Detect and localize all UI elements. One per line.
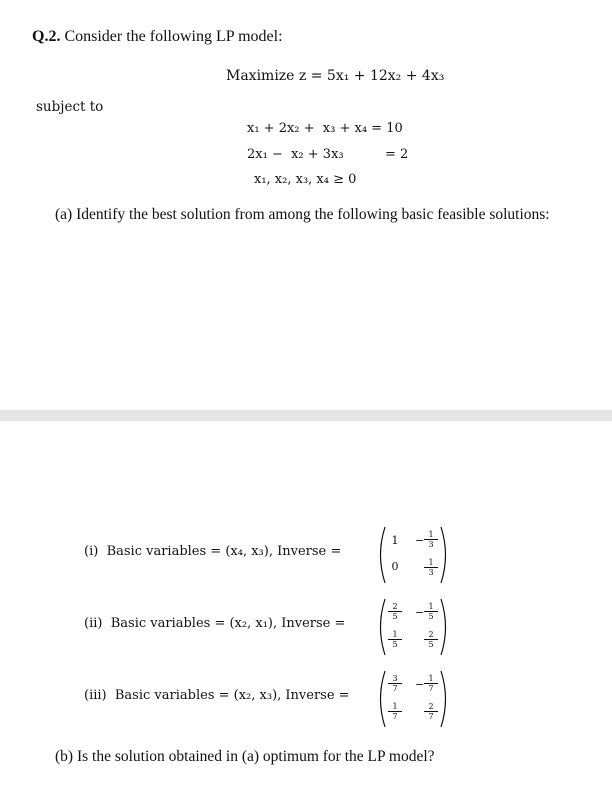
question-number: Q.2. <box>32 28 61 45</box>
minus-sign: − <box>415 606 425 619</box>
option-i-inverse-matrix <box>375 524 455 586</box>
matrix-cell: 1 <box>391 534 399 547</box>
matrix-cell-fraction: $\frac{1}{7}$ <box>424 674 438 693</box>
constraint-1: x₁ + 2x₂ + x₃ + x₄ = 10 <box>247 121 403 136</box>
matrix-cell-fraction: $\frac{1}{3}$ <box>424 530 438 549</box>
matrix-cell: 0 <box>391 560 399 573</box>
objective-function: Maximize z = 5x₁ + 12x₂ + 4x₃ <box>226 68 445 84</box>
constraint-2: 2x₁ − x₂ + 3x₃ = 2 <box>247 147 409 162</box>
part-b-prompt: (b) Is the solution obtained in (a) optimum for the LP model? <box>55 748 435 765</box>
nonnegativity-constraint: x₁, x₂, x₃, x₄ ≥ 0 <box>254 172 357 187</box>
question-heading <box>32 28 283 46</box>
option-i-label: (i) Basic variables = (x₄, x₃), Inverse = <box>84 544 342 559</box>
matrix-cell-fraction: $\frac{1}{5}$ <box>424 602 438 621</box>
section-divider <box>0 410 612 421</box>
matrix-cell-fraction: $\frac{2}{5}$ <box>388 602 402 621</box>
minus-sign: − <box>415 678 425 691</box>
part-a-prompt: (a) Identify the best solution from among the following basic feasible solutions: <box>55 206 550 223</box>
matrix-cell-fraction: $\frac{2}{7}$ <box>424 702 438 721</box>
matrix-cell-fraction: $\frac{3}{7}$ <box>388 674 402 693</box>
matrix-cell-fraction: $\frac{2}{5}$ <box>424 630 438 649</box>
minus-sign: − <box>415 534 425 547</box>
option-ii-label: (ii) Basic variables = (x₂, x₁), Inverse = <box>84 616 346 631</box>
option-iii-inverse-matrix <box>375 668 455 730</box>
option-ii-inverse-matrix <box>375 596 455 658</box>
subject-to-label: subject to <box>36 99 104 115</box>
matrix-cell-fraction: $\frac{1}{5}$ <box>388 630 402 649</box>
question-intro: Consider the following LP model: <box>64 28 283 45</box>
matrix-cell-fraction: $\frac{1}{3}$ <box>424 558 438 577</box>
option-iii-label: (iii) Basic variables = (x₂, x₃), Inverse = <box>84 688 350 703</box>
matrix-cell-fraction: $\frac{1}{7}$ <box>388 702 402 721</box>
